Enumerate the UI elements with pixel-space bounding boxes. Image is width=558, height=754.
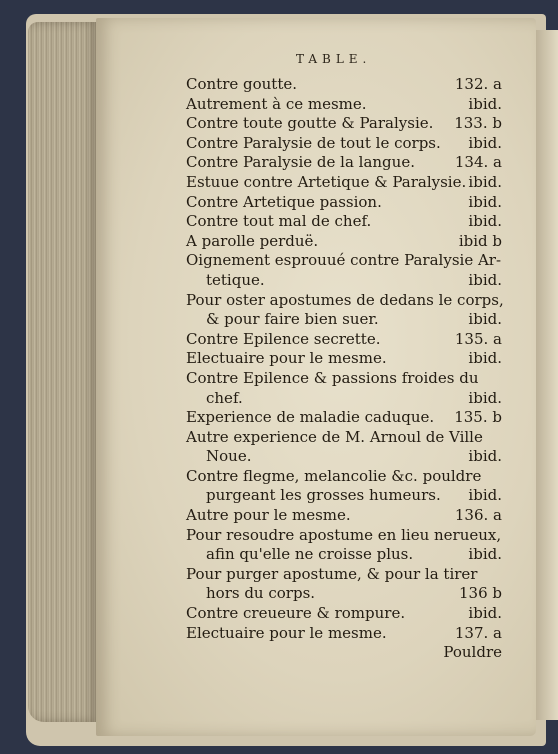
toc-entry bbox=[186, 584, 502, 604]
toc-entry bbox=[186, 330, 502, 350]
entry-page-ref: 137. a bbox=[454, 623, 502, 642]
entry-page-ref: ibid. bbox=[468, 486, 502, 505]
entry-page-ref: ibid. bbox=[468, 270, 502, 289]
toc-entry bbox=[186, 389, 502, 409]
toc-entry bbox=[186, 114, 502, 134]
entry-title: Contre creueure & rompure. bbox=[186, 604, 406, 623]
toc-entry bbox=[186, 526, 502, 546]
entry-page-ref: ibid. bbox=[468, 545, 502, 564]
entry-page-ref: ibid. bbox=[468, 604, 502, 623]
table-of-contents bbox=[186, 75, 502, 663]
entry-page-ref: ibid. bbox=[468, 94, 502, 113]
toc-entry bbox=[186, 232, 502, 252]
entry-title: Autre experience de M. Arnoul de Ville bbox=[186, 427, 483, 446]
entry-title: Contre Epilence secrette. bbox=[186, 329, 381, 348]
catchword: Pouldre bbox=[443, 643, 502, 662]
toc-entry bbox=[186, 310, 502, 330]
toc-entry bbox=[186, 506, 502, 526]
entry-title: Experience de maladie caduque. bbox=[186, 408, 435, 427]
entry-page-ref: ibid b bbox=[458, 231, 502, 250]
page-edges bbox=[28, 22, 98, 722]
entry-page-ref: 136 b bbox=[458, 584, 502, 603]
entry-page-ref: 135. a bbox=[454, 329, 502, 348]
entry-title: Contre Artetique passion. bbox=[186, 192, 382, 211]
entry-title: Autrement à ce mesme. bbox=[186, 94, 367, 113]
entry-page-ref: ibid. bbox=[468, 212, 502, 231]
entry-title: Noue. bbox=[206, 447, 252, 466]
entry-title: purgeant les grosses humeurs. bbox=[206, 486, 441, 505]
entry-title: Contre Epilence & passions froides du bbox=[186, 368, 479, 387]
entry-title: Contre goutte. bbox=[186, 75, 298, 93]
toc-entry bbox=[186, 604, 502, 624]
entry-title: Oignement esprouué contre Paralysie Ar- bbox=[186, 251, 502, 270]
entry-page-ref: ibid. bbox=[468, 349, 502, 368]
toc-entry bbox=[186, 291, 502, 311]
entry-title: Contre tout mal de chef. bbox=[186, 212, 372, 231]
entry-title: Electuaire pour le mesme. bbox=[186, 623, 387, 642]
entry-title: Estuue contre Artetique & Paralysie. bbox=[186, 172, 467, 191]
entry-page-ref: ibid. bbox=[468, 388, 502, 407]
entry-title: Electuaire pour le mesme. bbox=[186, 349, 387, 368]
entry-page-ref: ibid. bbox=[468, 192, 502, 211]
entry-page-ref: 135. b bbox=[454, 408, 502, 427]
toc-entry bbox=[186, 134, 502, 154]
entry-page-ref: 134. a bbox=[454, 153, 502, 172]
toc-entry bbox=[186, 369, 502, 389]
entry-title: chef. bbox=[206, 388, 243, 407]
entry-page-ref: 133. b bbox=[454, 114, 502, 133]
toc-entry bbox=[186, 486, 502, 506]
toc-entry bbox=[186, 349, 502, 369]
toc-entry bbox=[186, 193, 502, 213]
toc-entry bbox=[186, 428, 502, 448]
facing-page-edge bbox=[536, 30, 558, 720]
toc-entry bbox=[186, 153, 502, 173]
toc-entry bbox=[186, 75, 502, 95]
toc-entry bbox=[186, 271, 502, 291]
entry-page-ref: 136. a bbox=[454, 506, 502, 525]
entry-title: Pour resoudre apostume en lieu nerueux, bbox=[186, 525, 502, 544]
entry-title: A parolle perduë. bbox=[186, 231, 319, 250]
toc-entry bbox=[186, 624, 502, 644]
entry-page-ref: ibid. bbox=[468, 133, 502, 152]
entry-title: hors du corps. bbox=[206, 584, 316, 603]
entry-title: Contre Paralysie de tout le corps. bbox=[186, 133, 441, 152]
entry-title: afin qu'elle ne croisse plus. bbox=[206, 545, 414, 564]
entry-page-ref: ibid. bbox=[468, 310, 502, 329]
toc-entry bbox=[186, 545, 502, 565]
entry-title: Autre pour le mesme. bbox=[186, 506, 351, 525]
toc-entry bbox=[186, 565, 502, 585]
toc-entry bbox=[186, 408, 502, 428]
toc-entry bbox=[186, 173, 502, 193]
page-header: TABLE. bbox=[296, 52, 372, 66]
toc-entry bbox=[186, 212, 502, 232]
toc-catchword-row bbox=[186, 643, 502, 663]
toc-entry bbox=[186, 467, 502, 487]
entry-page-ref: 132. a bbox=[454, 75, 502, 93]
toc-entry bbox=[186, 95, 502, 115]
entry-page-ref: ibid. bbox=[468, 172, 502, 191]
entry-title: Pour oster apostumes de dedans le corps, bbox=[186, 290, 504, 309]
entry-title: Contre Paralysie de la langue. bbox=[186, 153, 415, 172]
entry-title: Pour purger apostume, & pour la tirer bbox=[186, 564, 478, 583]
entry-title: Contre toute goutte & Paralysie. bbox=[186, 114, 434, 133]
toc-entry bbox=[186, 447, 502, 467]
toc-entry bbox=[186, 251, 502, 271]
entry-page-ref: ibid. bbox=[468, 447, 502, 466]
entry-title: Contre flegme, melancolie &c. pouldre bbox=[186, 466, 482, 485]
entry-title: tetique. bbox=[206, 270, 265, 289]
entry-title: & pour faire bien suer. bbox=[206, 310, 379, 329]
